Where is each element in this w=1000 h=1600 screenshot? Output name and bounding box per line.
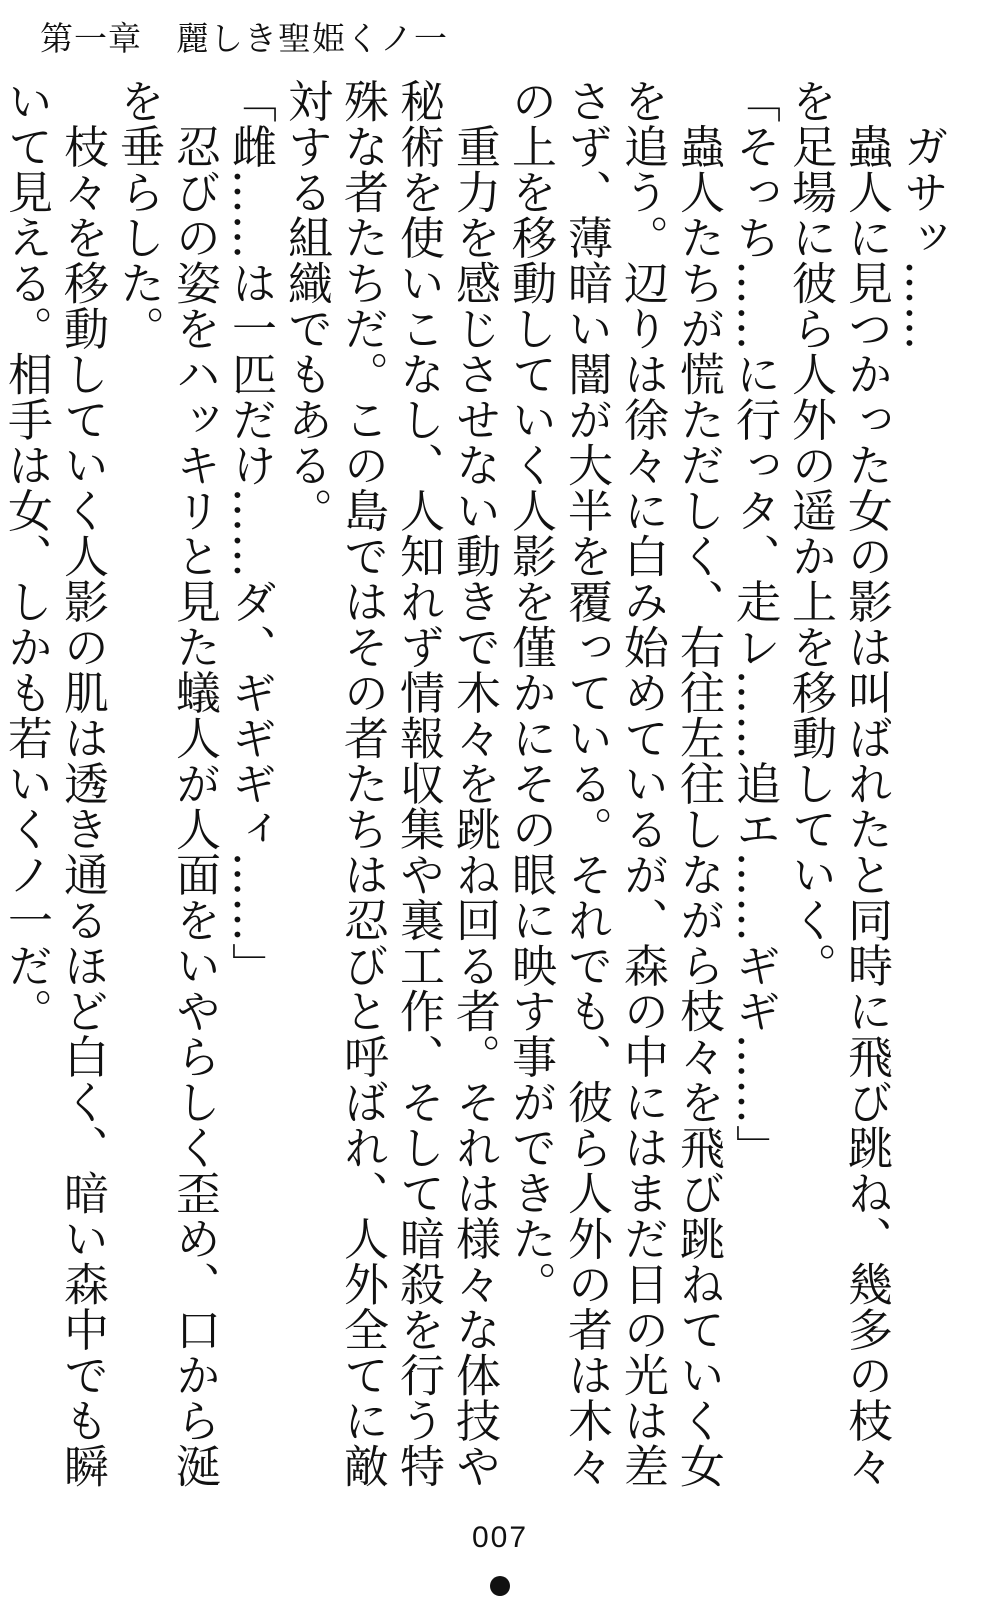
page-number: 007 <box>471 1521 529 1554</box>
dialogue-line: 「雌……は一匹だけ……ダ、ギギギィ……」 <box>224 78 277 988</box>
paragraph: 忍びの姿をハッキリと見た蟻人が人面をいやらしく歪め、口から涎を垂らした。 <box>112 78 221 1489</box>
paragraph: 蟲人に見つかった女の影は叫ばれたと同時に飛び跳ね、幾多の枝々を足場に彼ら人外の遥か上を移動していく。 <box>784 78 893 1489</box>
paragraph: 蟲人たちが慌ただしく、右往左往しながら枝々を飛び跳ねていく女を追う。辺りは徐々に白み始めているが、森の中にはまだ日の光は差さず、薄暗い闇が大半を覆っている。それでも、彼ら人外の者は木々の上を移動していく人影を僅かにその眼に映す事ができた。 <box>504 78 725 1489</box>
paragraph: 重力を感じさせない動きで木々を跳ね回る者。それは様々な体技や秘術を使いこなし、人知れず情報収集や裏工作、そして暗殺を行う特殊な者たちだ。この島ではその者たちは忍びと呼ばれ、人外全てに敵対する組織でもある。 <box>280 78 501 1489</box>
dialogue-line: 「そっち……に行っタ、走レ……追エ……ギギ……」 <box>728 78 781 1170</box>
paragraph: 枝々を移動していく人影の肌は透き通るほど白く、暗い森中でも瞬いて見える。相手は女、しかも若いくノ一だ。 <box>0 78 109 1489</box>
novel-body-text <box>0 78 950 1498</box>
chapter-title: 第一章 麗しき聖姫くノ一 <box>40 19 448 58</box>
page-marker-dot <box>490 1576 510 1596</box>
paragraph: ガサッ…… <box>896 78 949 351</box>
